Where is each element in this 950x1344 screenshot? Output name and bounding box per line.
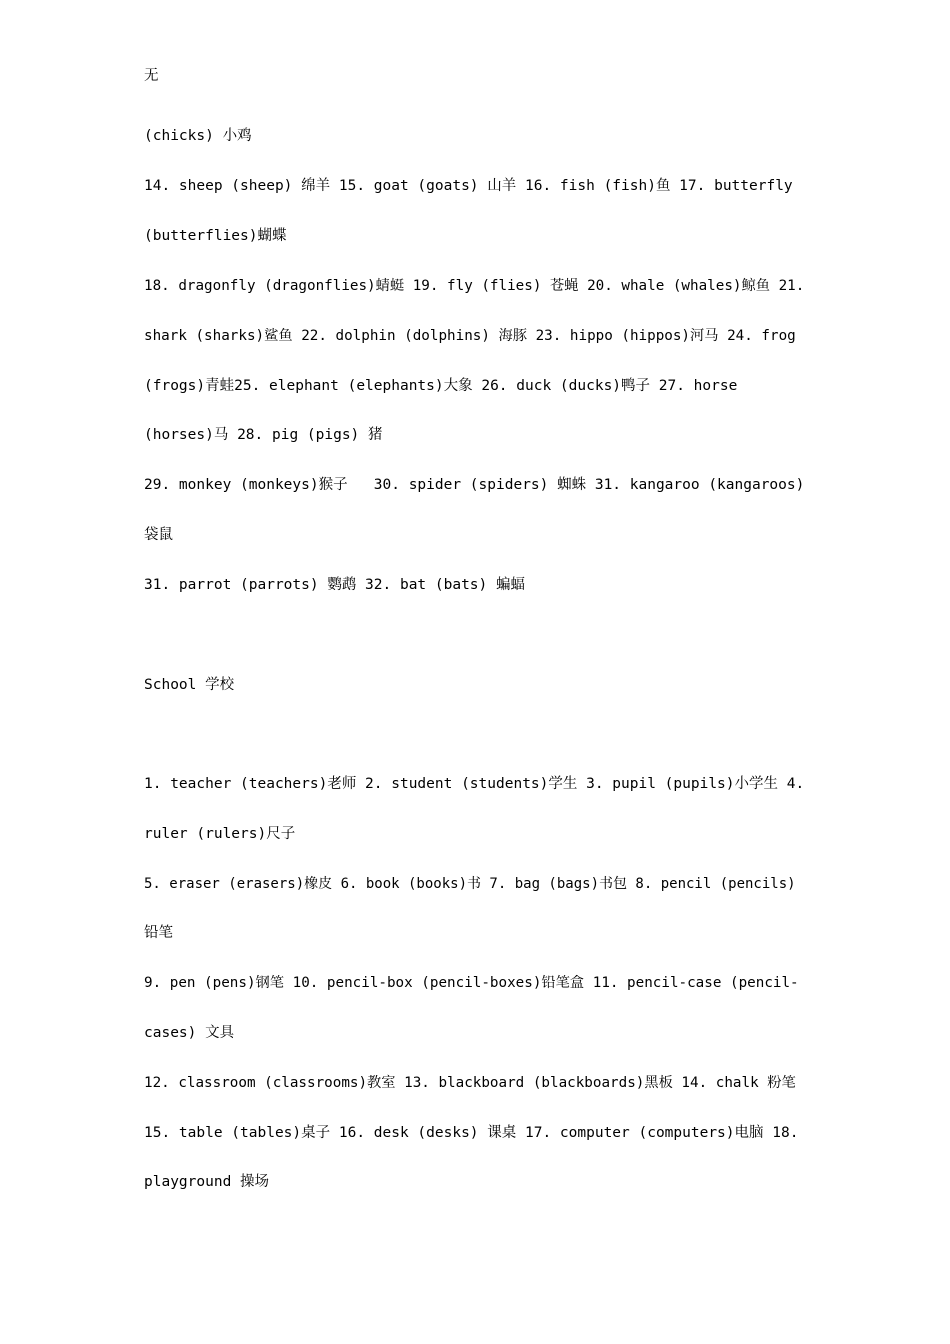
text-line: 铅笔: [144, 925, 173, 941]
text-line: 12. classroom (classrooms)教室 13. blackboard (blackboards)黑板 14. chalk 粉笔: [144, 1075, 796, 1091]
text-line: cases) 文具: [144, 1025, 235, 1041]
text-line: 袋鼠: [144, 527, 173, 543]
text-line: ruler (rulers)尺子: [144, 826, 296, 842]
text-line: (frogs)青蛙25. elephant (elephants)大象 26. duck (ducks)鸭子 27. horse: [144, 378, 738, 394]
text-line: 9. pen (pens)钢笔 10. pencil-box (pencil-boxes)铅笔盒 11. pencil-case (pencil-: [144, 975, 799, 991]
text-line: (horses)马 28. pig (pigs) 猪: [144, 427, 383, 443]
text-line: 18. dragonfly (dragonflies)蜻蜓 19. fly (flies) 苍蝇 20. whale (whales)鲸鱼 21.: [144, 278, 805, 294]
text-line: (butterflies)蝴蝶: [144, 228, 287, 244]
text-line: 1. teacher (teachers)老师 2. student (students)学生 3. pupil (pupils)小学生 4.: [144, 776, 805, 792]
text-line: 31. parrot (parrots) 鹦鹉 32. bat (bats) 蝙蝠: [144, 577, 525, 593]
text-line: playground 操场: [144, 1174, 270, 1190]
section-heading: School 学校: [144, 677, 235, 693]
text-line: 14. sheep (sheep) 绵羊 15. goat (goats) 山羊 16. fish (fish)鱼 17. butterfly: [144, 178, 793, 194]
text-line: 5. eraser (erasers)橡皮 6. book (books)书 7. bag (bags)书包 8. pencil (pencils): [144, 876, 796, 892]
text-line: shark (sharks)鲨鱼 22. dolphin (dolphins) 海豚 23. hippo (hippos)河马 24. frog: [144, 328, 796, 344]
text-line: 15. table (tables)桌子 16. desk (desks) 课桌 17. computer (computers)电脑 18.: [144, 1125, 799, 1141]
text-line: 29. monkey (monkeys)猴子 30. spider (spiders) 蜘蛛 31. kangaroo (kangaroos): [144, 477, 805, 493]
text-line: 无: [144, 68, 159, 84]
text-line: (chicks) 小鸡: [144, 128, 252, 144]
